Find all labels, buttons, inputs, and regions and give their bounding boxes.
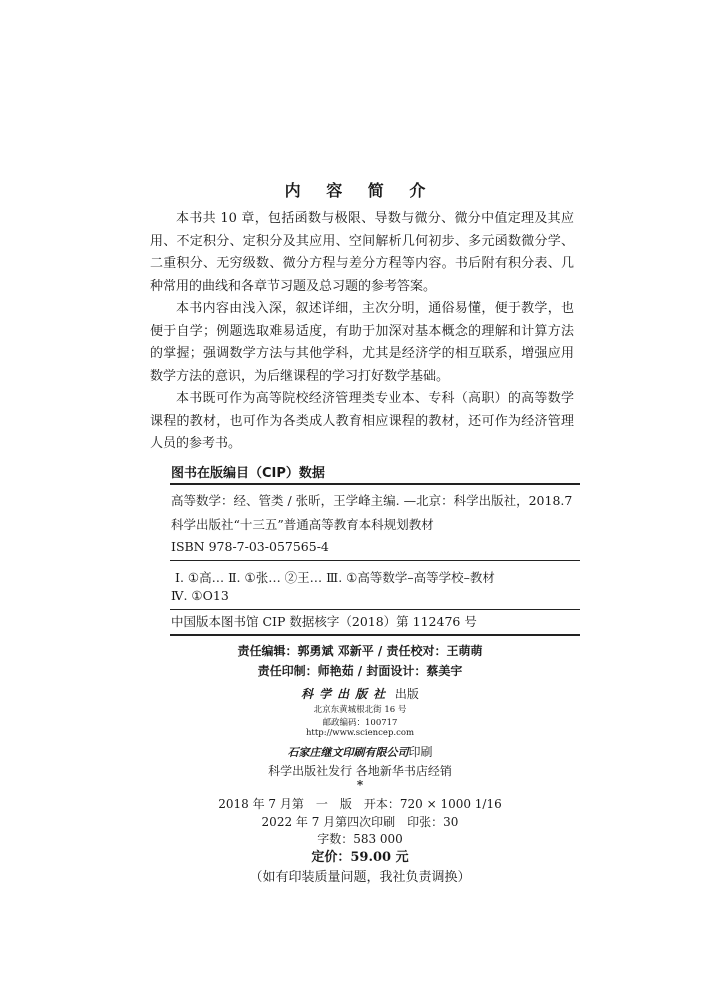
intro-paragraph-2: 本书内容由浅入深，叙述详细，主次分明，通俗易懂，便于教学，也便于自学；例题选取难易适度，有助于加深对基本概念的理解和计算方法的掌握；强调数学方法与其他学科，尤其是经济学的相互联系，增强应用数学方法的意识，为后继课程的学习打好数学基础。 [150, 301, 574, 384]
divider [170, 609, 580, 610]
word-count: 字数：583 000 [317, 832, 403, 846]
publisher-postcode: 邮政编码：100717 [322, 718, 398, 728]
content-intro-body [150, 208, 574, 456]
cip-heading: 图书在版编目（CIP）数据 [171, 466, 325, 481]
divider [170, 483, 580, 485]
cip-isbn: ISBN 978-7-03-057565-4 [171, 539, 329, 554]
publisher-website: http://www.sciencep.com [305, 728, 415, 738]
publisher-name: 科学出版社 [301, 687, 392, 701]
cip-bibliographic-line: 高等数学：经、管类 / 张昕，王学峰主编. —北京：科学出版社，2018.7 [171, 493, 573, 508]
intro-paragraph-3: 本书既可作为高等院校经济管理类专业本、专科（高职）的高等数学课程的教材，也可作为各类成人教育相应课程的教材，还可作为经济管理人员的参考书。 [150, 391, 574, 451]
distribution-line: 科学出版社发行 各地新华书店经销 [268, 764, 452, 778]
cip-number: 中国版本图书馆 CIP 数据核字（2018）第 112476 号 [171, 614, 477, 629]
intro-paragraph-1: 本书共 10 章，包括函数与极限、导数与微分、微分中值定理及其应用、不定积分、定积分及其应用、空间解析几何初步、多元函数微分学、二重积分、无穷级数、微分方程与差分方程等内容。书后附有积分表、几种常用的曲线和各章节习题及总习题的参考答案。 [150, 211, 574, 294]
divider [170, 560, 580, 561]
quality-notice: （如有印装质量问题，我社负责调换） [249, 870, 471, 885]
publisher-line [0, 685, 720, 702]
content-intro-title: 内 容 简 介 [284, 181, 436, 200]
separator-star: * [356, 778, 364, 792]
printer-suffix: 印刷 [408, 745, 433, 759]
printer-line [0, 743, 720, 760]
editor-credits: 责任编辑：郭勇斌 邓新平 / 责任校对：王萌萌 [237, 644, 483, 658]
divider [170, 634, 580, 636]
printer-name: 石家庄继文印刷有限公司 [287, 746, 409, 759]
publisher-suffix: 出版 [394, 687, 419, 701]
cip-classification-1: Ⅰ. ①高… Ⅱ. ①张… ②王… Ⅲ. ①高等数学–高等学校–教材 [175, 570, 495, 585]
reprint-line: 2022 年 7 月第四次印刷 印张：30 [261, 815, 459, 829]
price: 定价：59.00 元 [311, 850, 409, 865]
publisher-address: 北京东黄城根北街 16 号 [313, 705, 407, 715]
cip-classification-2: Ⅳ. ①O13 [171, 588, 229, 603]
printing-credits: 责任印制：师艳茹 / 封面设计：蔡美宇 [257, 664, 463, 678]
cip-series-line: 科学出版社“十三五”普通高等教育本科规划教材 [171, 517, 434, 532]
edition-line: 2018 年 7 月第 一 版 开本：720 × 1000 1/16 [218, 797, 502, 811]
